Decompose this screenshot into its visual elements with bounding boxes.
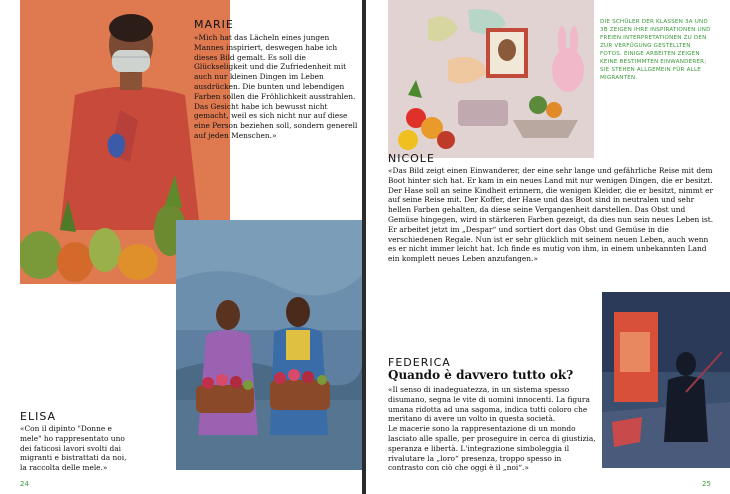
page-number-left: 24 [20, 480, 29, 488]
marie-text [194, 33, 360, 141]
page-number-right: 25 [702, 480, 711, 488]
elisa-text [20, 424, 132, 473]
federica-painting [602, 292, 730, 468]
class-note: DIE SCHÜLER DER KLASSEN 3A UND 3B ZEIGEN IHRE INSPIRATIONEN UND FREIEN INTERPRETATIONEN ZU DEN ZUR VERFÜGUNG GESTELLTEN FOTOS. EINIGE ARBEITEN ZEIGEN KEINE BESTIMMTEN EINWANDERER; SIE STEHEN ALLGEMEIN FÜR ALLE MIGRANTEN. [600, 19, 711, 81]
nicole-text [388, 166, 714, 264]
marie-paragraph: «Mich hat das Lächeln eines jungen Mannes inspiriert, deswegen habe ich dieses Bild gemalt. Es soll die Glückseligkeit und die Zufriedenheit mit auch nur kleinen Dingen im Leben ausdrücken. Die bunten und lebendigen Farben sollen die Fröhlichkeit ausstrahlen. Das Gesicht habe ich bewusst nicht gemacht, weil es sich nicht nur auf diese eine Person beziehen soll, sondern generell auf jeden Menschen.» [194, 33, 358, 140]
elisa-painting [176, 220, 362, 470]
marie-name: MARIE [194, 18, 234, 31]
federica-paragraph-2: Le macerie sono la rappresentazione di un mondo lasciato alle spalle, per proseguire in cerca di giustizia, speranza e libertà. L'integrazione simboleggia il rivalutare la „loro“ presenza, troppo spesso in contrasto con ciò che oggi è il „noi“.» [388, 424, 596, 473]
right-page [366, 0, 730, 494]
federica-paragraph-1: «Il senso di inadeguatezza, in un sistema spesso disumano, segna le vite di uomini innocenti. La figura umana ridotta ad una sagoma, indica tutti coloro che meritano di avere un volto in questa società. [388, 385, 590, 424]
elisa-paragraph: «Con il dipinto "Donne e mele" ho rappresentato uno dei faticosi lavori svolti dai migranti e bistrattati da noi, la raccolta delle mele.» [20, 424, 127, 473]
federica-name: FEDERICA [388, 356, 451, 369]
nicole-painting [388, 0, 594, 158]
nicole-name: NICOLE [388, 152, 435, 165]
nicole-paragraph: «Das Bild zeigt einen Einwanderer, der eine sehr lange und gefährliche Reise mit dem Boot hinter sich hat. Er kam in ein neues Land mit nur wenigen Dingen, die er besitzt. Der Hase soll an seine Kindheit erinnern, die wenigen Kleider, die er besitzt, nimmt er auf seine Reise mit. Der Koffer, der Hase und das Boot sind in neutralen und sehr hellen Farben gehalten, da diese seine Vergangenheit darstellen. Das Obst und Gemüse hingegen, wird in stärkeren Farben gezeigt, da dies nun sein neues Leben ist. Er arbeitet jetzt im „Despar“ und sortiert dort das Obst und Gemüse in die verschiedenen Regale. Nun ist er sehr glücklich mit seinem neuen Leben, auch wenn es er nicht immer leicht hat. Ich finde es mutig von ihm, in einem unbekannten Land ein komplett neues Leben anzufangen.» [388, 166, 714, 264]
elisa-name: ELISA [20, 410, 57, 423]
federica-headline: Quando è davvero tutto ok? [388, 368, 574, 382]
federica-text [388, 385, 598, 473]
left-page [0, 0, 363, 494]
